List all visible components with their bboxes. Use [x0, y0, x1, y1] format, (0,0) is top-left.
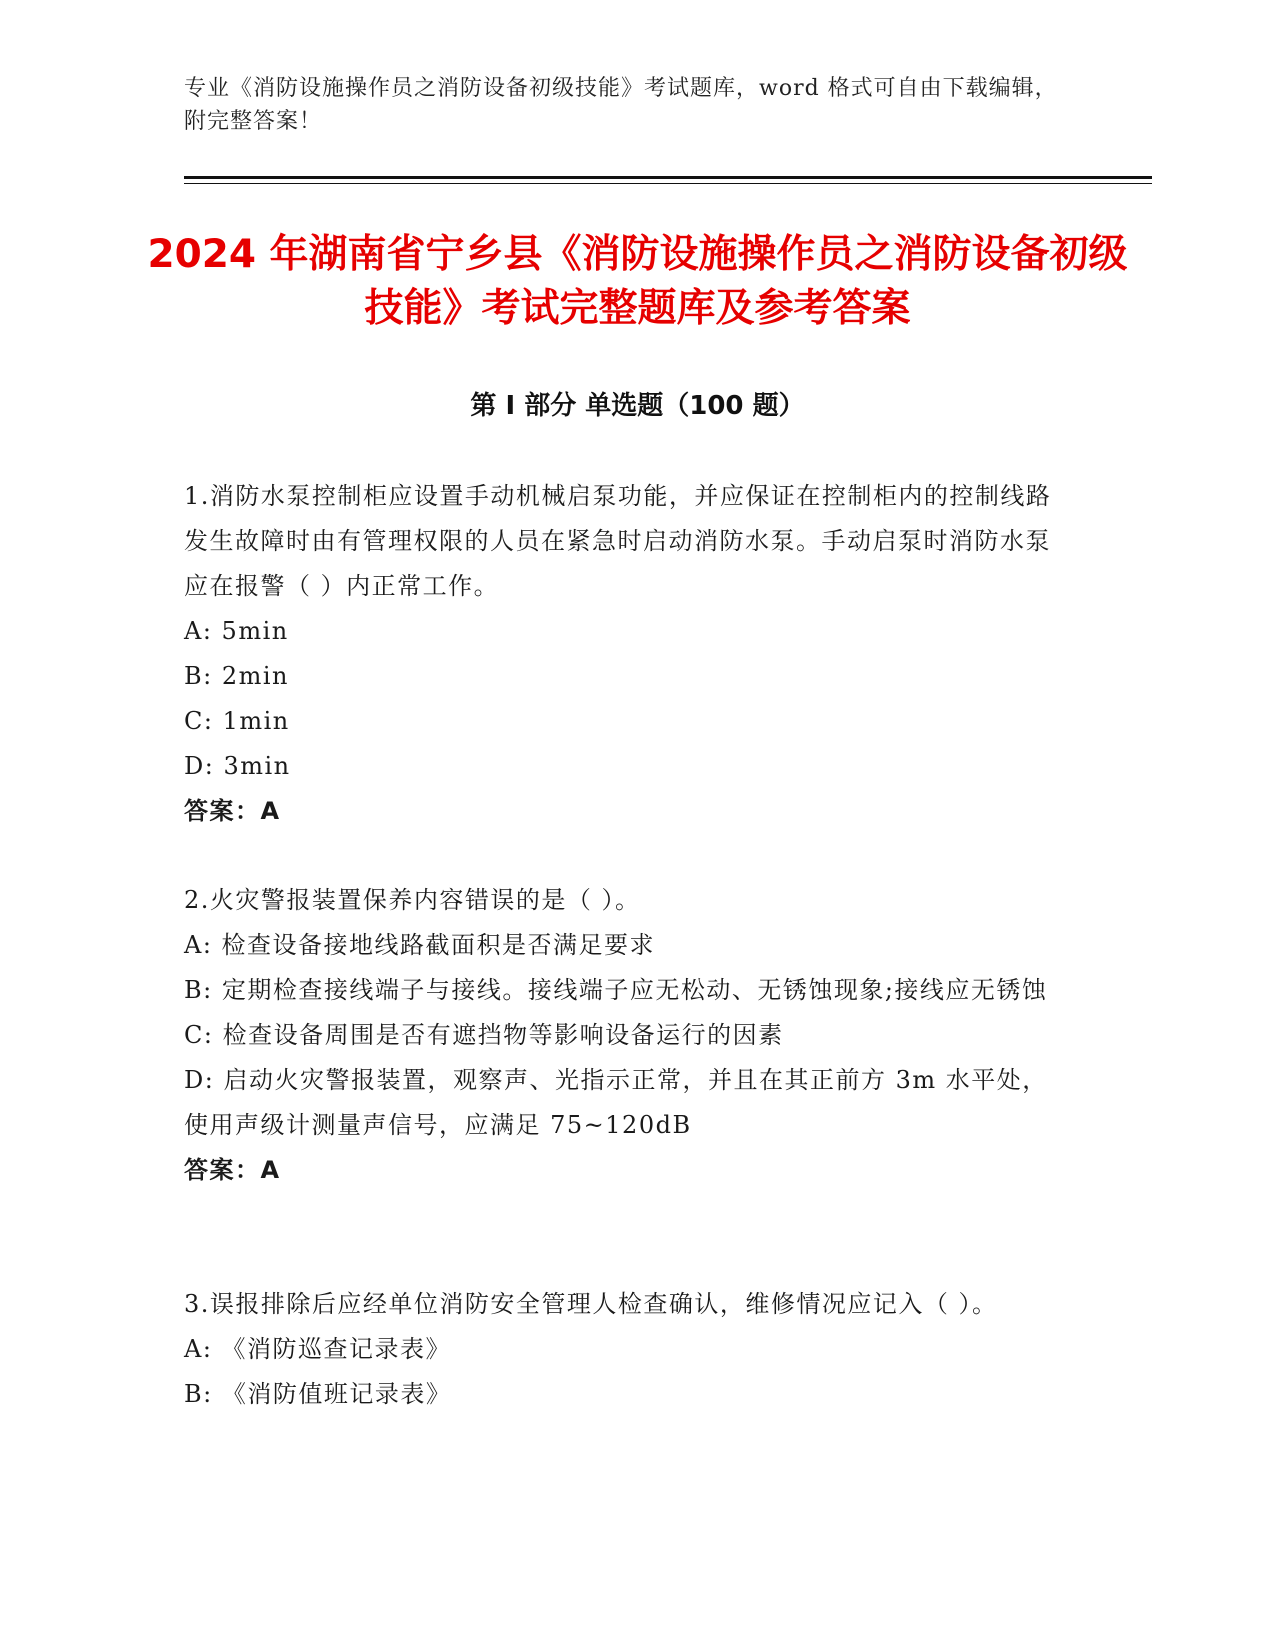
question-2 [184, 878, 1064, 1193]
option-a: A: 5min [184, 617, 289, 645]
option-c: C: 检查设备周围是否有遮挡物等影响设备运行的因素 [184, 1021, 784, 1049]
option-a: A: 检查设备接地线路截面积是否满足要求 [184, 931, 656, 959]
document-title: 2024 年湖南省宁乡县《消防设施操作员之消防设备初级技能》考试完整题库及参考答案 [147, 232, 1128, 331]
header-note: 专业《消防设施操作员之消防设备初级技能》考试题库，word 格式可自由下载编辑，附完整答案！ [184, 76, 1058, 134]
option-b: B: 定期检查接线端子与接线。接线端子应无松动、无锈蚀现象;接线应无锈蚀 [184, 976, 1048, 1004]
question-3 [184, 1282, 1064, 1417]
header-divider-thick [184, 176, 1152, 179]
option-a: A: 《消防巡查记录表》 [184, 1335, 452, 1363]
question-stem: 3.误报排除后应经单位消防安全管理人检查确认，维修情况应记入（ ）。 [184, 1290, 998, 1318]
option-d: D: 启动火灾警报装置，观察声、光指示正常，并且在其正前方 3m 水平处，使用声级计测量声信号，应满足 75~120dB [184, 1066, 1048, 1139]
question-1 [184, 474, 1064, 834]
question-stem: 2.火灾警报装置保养内容错误的是（ ）。 [184, 886, 641, 914]
answer: 答案：A [184, 797, 281, 825]
option-b: B: 《消防值班记录表》 [184, 1380, 452, 1408]
answer: 答案：A [184, 1156, 281, 1184]
section-title: 第 I 部分 单选题（100 题） [470, 391, 805, 421]
header-divider-thin [184, 183, 1152, 184]
option-c: C: 1min [184, 707, 290, 735]
question-stem: 1.消防水泵控制柜应设置手动机械启泵功能，并应保证在控制柜内的控制线路发生故障时由有管理权限的人员在紧急时启动消防水泵。手动启泵时消防水泵应在报警（ ）内正常工作。 [184, 482, 1052, 600]
option-d: D: 3min [184, 752, 291, 780]
option-b: B: 2min [184, 662, 290, 690]
